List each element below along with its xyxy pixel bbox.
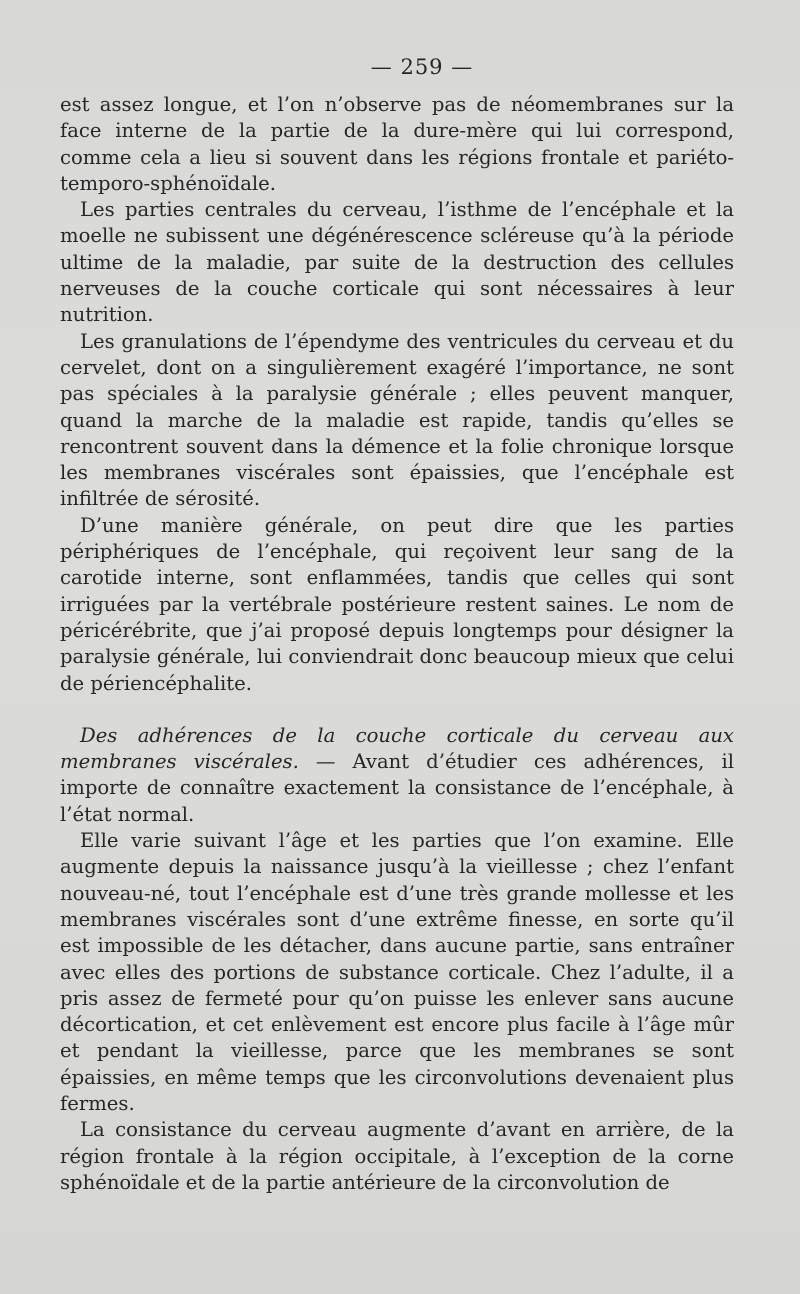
section-lead: Avant d’étudier ces adhérences, il importe de connaître exactement la consistance de l’encéphale, à l’état normal.	[60, 750, 734, 826]
section-adherences	[60, 723, 734, 1196]
section-title: Des adhérences de la couche corticale du cerveau aux membranes viscérales.	[60, 723, 734, 774]
page-number: — 259 —	[370, 55, 474, 79]
paragraph-peripheral-parts: D’une manière générale, on peut dire que les parties périphériques de l’encéphale, qui reçoivent leur sang de la carotide interne, sont enflammées, tandis que celles qui sont irriguées par la vertébrale postérieure restent saines. Le nom de péricérébrite, que j’ai proposé depuis longtemps pour désigner la paralysie générale, lui conviendrait donc beaucoup mieux que celui de périencéphalite.	[60, 513, 734, 695]
paragraph-continued: est assez longue, et l’on n’observe pas de néomembranes sur la face interne de la partie de la dure-mère qui lui correspond, comme cela a lieu si souvent dans les régions frontale et pariéto-temporo-sphénoïdale.	[60, 93, 734, 195]
paragraph-central-parts: Les parties centrales du cerveau, l’isthme de l’encéphale et la moelle ne subissent une dégénérescence scléreuse qu’à la période ultime de la maladie, par suite de la destruction des cellules nerveuses de la couche corticale qui sont nécessaires à leur nutrition.	[60, 198, 734, 327]
paragraph-age-variation: Elle varie suivant l’âge et les parties que l’on examine. Elle augmente depuis la naissance jusqu’à la vieillesse ; chez l’enfant nouveau-né, tout l’encéphale est d’une très grande mollesse et les membranes viscérales sont d’une extrême finesse, en sorte qu’il est impossible de les détacher, dans aucune partie, sans entraîner avec elles des portions de substance corticale. Chez l’adulte, il a pris assez de fermeté pour qu’on puisse les enlever sans aucune décortication, et cet enlèvement est encore plus facile à l’âge mûr et pendant la vieillesse, parce que les membranes se sont épaissies, en même temps que les circonvolutions devenaient plus fermes.	[60, 829, 734, 1115]
paragraph-consistency: La consistance du cerveau augmente d’avant en arrière, de la région frontale à la région occipitale, à l’exception de la corne sphénoïdale et de la partie antérieure de la circonvolution de	[60, 1118, 734, 1194]
section-intro-paragraph	[60, 723, 734, 828]
paragraph-granulations: Les granulations de l’épendyme des ventricules du cerveau et du cervelet, dont on a singulièrement exagéré l’importance, ne sont pas spéciales à la paralysie générale ; elles peuvent manquer, quand la marche de la maladie est rapide, tandis qu’elles se rencontrent souvent dans la démence et la folie chronique lorsque les membranes viscérales sont épaissies, que l’encéphale est infiltrée de sérosité.	[60, 329, 734, 511]
section-dash: —	[298, 750, 353, 774]
body-text	[60, 92, 734, 1196]
